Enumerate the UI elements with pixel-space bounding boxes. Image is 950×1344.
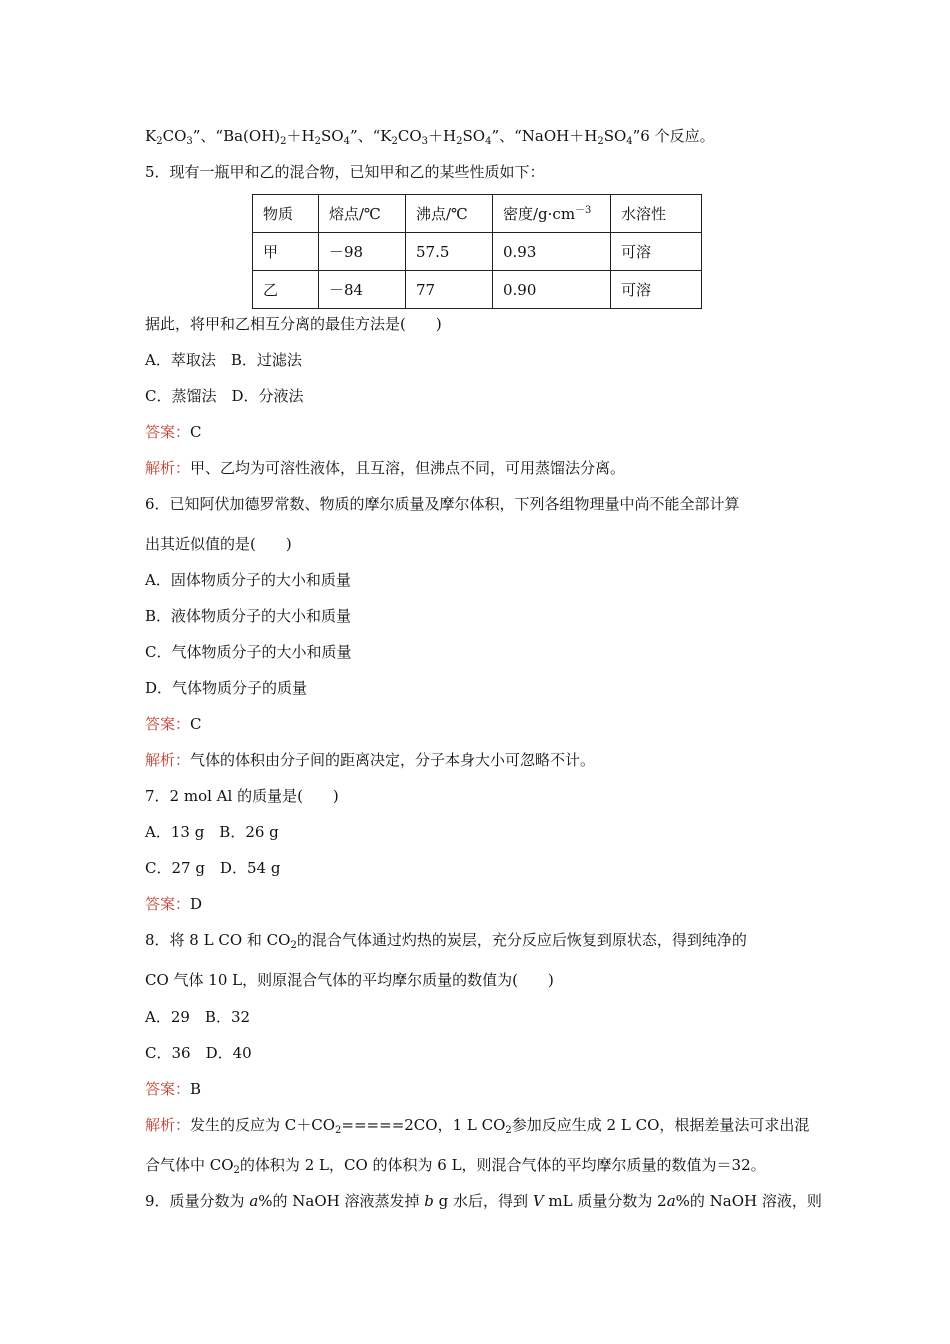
table-cell: －84 [319, 271, 406, 309]
question-5-options-ab: A．萃取法 B．过滤法 [145, 351, 302, 369]
table-header: 水溶性 [611, 195, 702, 233]
question-5-text: 5．现有一瓶甲和乙的混合物，已知甲和乙的某些性质如下： [145, 163, 545, 181]
question-6-explanation: 解析：气体的体积由分子间的距离决定，分子本身大小可忽略不计。 [145, 751, 596, 769]
question-5-stem: 据此，将甲和乙相互分离的最佳方法是( ) [145, 315, 442, 333]
table-cell: －98 [319, 233, 406, 271]
question-8-options-cd: C．36 D．40 [145, 1044, 252, 1062]
properties-table [252, 194, 702, 309]
question-7-answer: 答案：D [145, 895, 203, 913]
table-header: 沸点/℃ [406, 195, 493, 233]
answer-label: 答案： [145, 895, 191, 913]
answer-label: 答案： [145, 1080, 191, 1098]
question-7-text: 7．2 mol Al 的质量是( ) [145, 787, 339, 805]
explanation-label: 解析： [145, 459, 191, 477]
explanation-label: 解析： [145, 751, 191, 769]
question-8-line-1: 8．将 8 L CO 和 $CO_2$的混合气体通过灼热的炭层，充分反应后恢复到原状态，得到纯净的 [145, 931, 747, 951]
table-header: 物质 [253, 195, 319, 233]
question-6-line-1: 6．已知阿伏加德罗常数、物质的摩尔质量及摩尔体积，下列各组物理量中尚不能全部计算 [145, 495, 740, 513]
explanation-label: 解析： [145, 1116, 191, 1134]
table-cell: 甲 [253, 233, 319, 271]
question-5-options-cd: C．蒸馏法 D．分液法 [145, 387, 304, 405]
question-6-option-b: B．液体物质分子的大小和质量 [145, 607, 352, 625]
table-header-row [253, 195, 702, 233]
table-cell: 乙 [253, 271, 319, 309]
text-line-reactions: $K_2CO_3$”、“$Ba(OH)_2+H_2SO_4$”、“$K_2CO_3+H_2SO_4$”、“$NaOH+H_2SO_4”6$ 个反应。 [145, 127, 715, 147]
table-row [253, 233, 702, 271]
question-8-line-2: CO 气体 10 L，则原混合气体的平均摩尔质量的数值为( ) [145, 971, 554, 989]
question-8-answer: 答案：B [145, 1080, 202, 1098]
question-8-explanation-line-2: 合气体中 $CO_2$的体积为 2 L，CO 的体积为 6 L，则混合气体的平均摩尔质量的数值为＝32。 [145, 1156, 766, 1176]
question-8-explanation-line-1: 解析：发生的反应为 $C+CO_2=====2CO$，1 L $CO_2$参加反应生成 2 L CO，根据差量法可求出混 [145, 1116, 810, 1136]
table-header: 密度$/g\cdot cm^{-3}$ [493, 195, 611, 233]
table-row [253, 271, 702, 309]
question-9-text: 9．质量分数为 a%的 NaOH 溶液蒸发掉 b g 水后，得到 V mL 质量分数为 2a%的 NaOH 溶液，则 [145, 1192, 822, 1210]
question-8-options-ab: A．29 B．32 [145, 1008, 251, 1026]
table-cell: 77 [406, 271, 493, 309]
question-6-answer: 答案：C [145, 715, 202, 733]
answer-label: 答案： [145, 423, 191, 441]
question-7-options-ab: A．13 g B．26 g [145, 823, 279, 841]
answer-label: 答案： [145, 715, 191, 733]
question-7-options-cd: C．27 g D．54 g [145, 859, 281, 877]
table-cell: 可溶 [611, 233, 702, 271]
table-cell: 0.90 [493, 271, 611, 309]
table-cell: 57.5 [406, 233, 493, 271]
table-cell: 可溶 [611, 271, 702, 309]
question-6-option-c: C．气体物质分子的大小和质量 [145, 643, 352, 661]
question-6-option-d: D．气体物质分子的质量 [145, 679, 308, 697]
question-6-line-2: 出其近似值的是( ) [145, 535, 292, 553]
table-header: 熔点/℃ [319, 195, 406, 233]
question-5-explanation: 解析：甲、乙均为可溶性液体，且互溶，但沸点不同，可用蒸馏法分离。 [145, 459, 626, 477]
question-6-option-a: A．固体物质分子的大小和质量 [145, 571, 351, 589]
table-cell: 0.93 [493, 233, 611, 271]
question-5-answer: 答案：C [145, 423, 202, 441]
